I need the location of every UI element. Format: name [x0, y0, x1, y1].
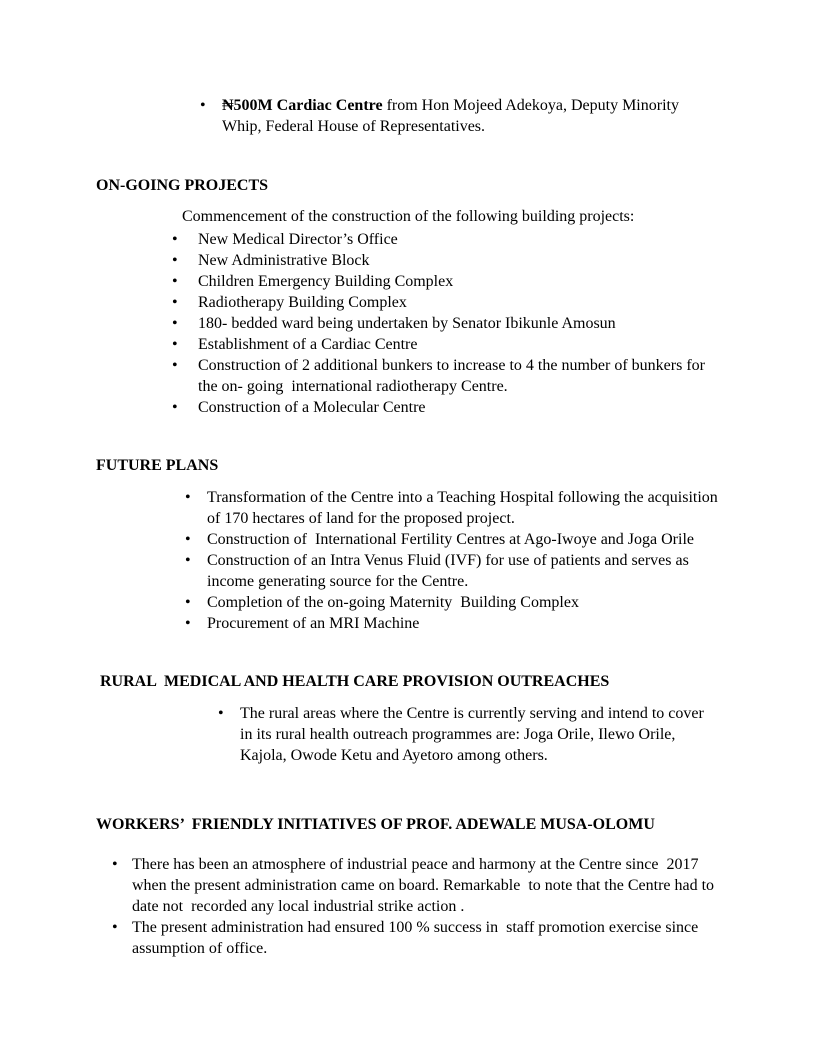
bullet-icon: • — [185, 594, 191, 611]
list-item — [96, 229, 720, 250]
list-item — [96, 355, 720, 397]
bullet-icon: • — [185, 615, 191, 632]
list-item — [96, 334, 720, 355]
workers-initiatives-list — [96, 854, 720, 959]
bullet-icon: • — [172, 252, 178, 269]
list-item — [96, 292, 720, 313]
bullet-icon: • — [200, 97, 206, 114]
section-workers-initiatives — [96, 814, 720, 959]
list-item-text: There has been an atmosphere of industrial peace and harmony at the Centre since 2017 when the present administration came on board. Remarkable to note that the Centre had to date not recorded any local industrial strike action . — [132, 856, 719, 915]
list-item-text: The present administration had ensured 100 % success in staff promotion exercise since assumption of office. — [132, 919, 703, 957]
section-heading: FUTURE PLANS — [96, 457, 219, 474]
bullet-icon: • — [185, 531, 191, 548]
list-item-text: Radiotherapy Building Complex — [198, 294, 407, 311]
bullet-icon: • — [185, 552, 191, 569]
list-item — [96, 271, 720, 292]
list-item — [96, 854, 720, 917]
list-item — [96, 917, 720, 959]
list-item-text: Construction of International Fertility Centres at Ago-Iwoye and Joga Orile — [207, 531, 694, 548]
list-item — [96, 487, 720, 529]
list-item — [96, 592, 720, 613]
section-ongoing-projects — [96, 175, 720, 418]
section-heading: RURAL MEDICAL AND HEALTH CARE PROVISION OUTREACHES — [96, 673, 610, 690]
bullet-icon: • — [172, 231, 178, 248]
list-item — [96, 250, 720, 271]
ongoing-projects-list — [96, 229, 720, 418]
list-item-text: Procurement of an MRI Machine — [207, 615, 420, 632]
future-plans-list — [96, 487, 720, 634]
bullet-icon: • — [172, 336, 178, 353]
list-item-text: New Administrative Block — [198, 252, 370, 269]
section-heading: ON-GOING PROJECTS — [96, 177, 269, 194]
list-item — [96, 397, 720, 418]
list-item-text: 180- bedded ward being undertaken by Senator Ibikunle Amosun — [198, 315, 616, 332]
list-item-text: Transformation of the Centre into a Teaching Hospital following the acquisition of 170 hectares of land for the proposed project. — [207, 489, 722, 527]
list-item — [96, 313, 720, 334]
section-heading: WORKERS’ FRIENDLY INITIATIVES OF PROF. ADEWALE MUSA-OLOMU — [96, 816, 655, 833]
list-item — [96, 95, 720, 137]
list-item — [96, 613, 720, 634]
list-item-text: Completion of the on-going Maternity Building Complex — [207, 594, 579, 611]
list-item-text: Construction of an Intra Venus Fluid (IVF) for use of patients and serves as income generating source for the Centre. — [207, 552, 693, 590]
intro-item-regular-text: from Hon Mojeed Adekoya, Deputy Minority Whip, Federal House of Representatives. — [222, 97, 683, 135]
bullet-icon: • — [112, 919, 118, 936]
list-item-text: Construction of a Molecular Centre — [198, 399, 426, 416]
section-rural-outreaches — [96, 671, 720, 766]
list-intro-paragraph: Commencement of the construction of the following building projects: — [182, 208, 635, 225]
list-item-text: New Medical Director’s Office — [198, 231, 398, 248]
bullet-icon: • — [172, 399, 178, 416]
list-item — [96, 550, 720, 592]
list-item-text: Construction of 2 additional bunkers to increase to 4 the number of bunkers for the on- going international radiotherapy Centre. — [198, 357, 709, 395]
rural-outreach-list — [96, 703, 720, 766]
list-item-text: Establishment of a Cardiac Centre — [198, 336, 418, 353]
section-future-plans — [96, 455, 720, 634]
bullet-icon: • — [172, 273, 178, 290]
list-item-text: Children Emergency Building Complex — [198, 273, 454, 290]
list-item-text: The rural areas where the Centre is currently serving and intend to cover in its rural health outreach programmes are: Joga Orile, Ilewo Orile, Kajola, Owode Ketu and Ayetoro among others. — [240, 705, 708, 764]
bullet-icon: • — [172, 315, 178, 332]
bullet-icon: • — [172, 294, 178, 311]
bullet-icon: • — [185, 489, 191, 506]
bullet-icon: • — [218, 705, 224, 722]
intro-bullet-list — [96, 95, 720, 137]
bullet-icon: • — [172, 357, 178, 374]
intro-item-bold-text: ₦500M Cardiac Centre — [222, 97, 383, 114]
list-item — [96, 529, 720, 550]
bullet-icon: • — [112, 856, 118, 873]
list-item — [96, 703, 720, 766]
